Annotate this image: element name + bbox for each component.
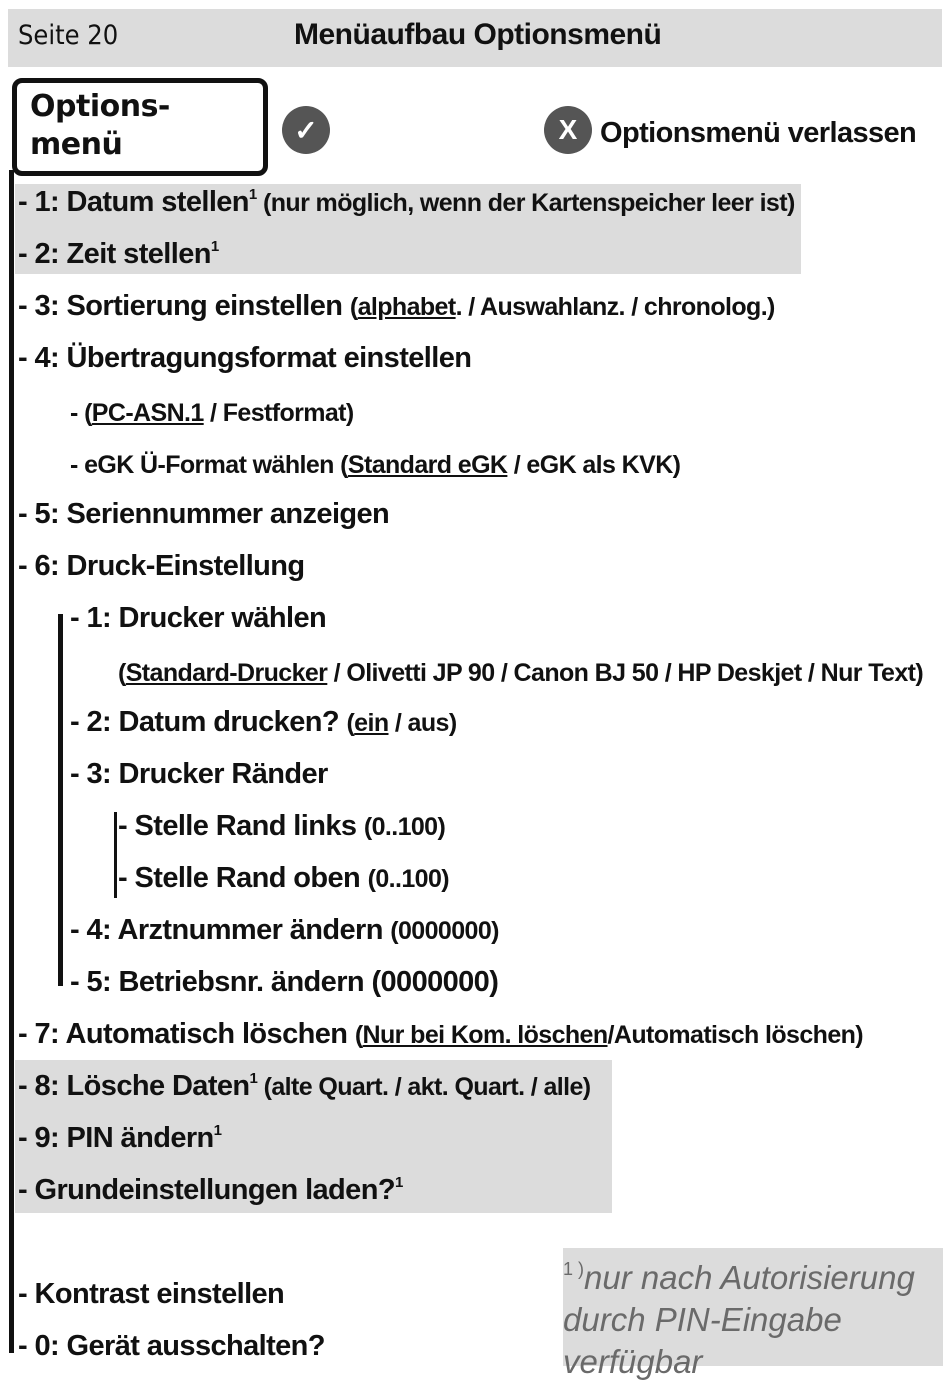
exit-label: Optionsmenü verlassen	[600, 117, 917, 149]
menu-subitem-arztnummer: - 4: Arztnummer ändern (0000000)	[70, 914, 499, 946]
exit-x-icon: X	[544, 106, 592, 154]
menu-subitem-egk-format: - eGK Ü-Format wählen (Standard eGK / eGK als KVK)	[70, 451, 681, 479]
print-subtree-line	[58, 614, 63, 986]
menu-item-datum-stellen: - 1: Datum stellen$^1$ (nur möglich, wenn der Kartenspeicher leer ist)	[18, 186, 795, 218]
menu-subitem-drucker-optionen: (Standard-Drucker / Olivetti JP 90 / Canon BJ 50 / HP Deskjet / Nur Text)	[118, 659, 924, 687]
menu-subitem-betriebsnr: - 5: Betriebsnr. ändern (0000000)	[70, 966, 499, 998]
options-menu-label-line1: Options-	[30, 89, 170, 124]
menu-item-zeit-stellen: - 2: Zeit stellen$^1$	[18, 238, 219, 270]
footnote-line3: verfügbar	[563, 1343, 703, 1380]
margin-subtree-line	[114, 812, 117, 898]
menu-subitem-drucker-waehlen: - 1: Drucker wählen	[70, 602, 327, 634]
menu-item-seriennummer: - 5: Seriennummer anzeigen	[18, 498, 390, 530]
menu-item-automatisch-loeschen: - 7: Automatisch löschen (Nur bei Kom. löschen/Automatisch löschen)	[18, 1018, 864, 1050]
menu-item-geraet-ausschalten: - 0: Gerät ausschalten?	[18, 1330, 325, 1362]
main-tree-line	[9, 170, 14, 1353]
menu-subitem-pc-asn: - (PC-ASN.1 / Festformat)	[70, 399, 354, 427]
page-number: Seite 20	[18, 20, 119, 51]
menu-item-kontrast: - Kontrast einstellen	[18, 1278, 285, 1310]
menu-item-druck-einstellung: - 6: Druck-Einstellung	[18, 550, 305, 582]
page-title: Menüaufbau Optionsmenü	[294, 18, 662, 51]
footnote-line2: durch PIN-Eingabe	[563, 1301, 842, 1338]
menu-item-pin-aendern: - 9: PIN ändern$^1$	[18, 1122, 222, 1154]
menu-subitem-drucker-raender: - 3: Drucker Ränder	[70, 758, 328, 790]
footnote-line1: $^{1 )}$nur nach Autorisierung	[563, 1259, 915, 1296]
menu-item-sortierung: - 3: Sortierung einstellen (alphabet. / Auswahlanz. / chronolog.)	[18, 290, 775, 322]
footnote-box	[563, 1248, 943, 1380]
menu-subitem-rand-links: - Stelle Rand links (0..100)	[118, 810, 446, 842]
options-menu-label	[30, 88, 170, 164]
menu-subitem-rand-oben: - Stelle Rand oben (0..100)	[118, 862, 449, 894]
options-menu-label-line2: menü	[30, 127, 123, 162]
menu-item-loesche-daten: - 8: Lösche Daten$^1$ (alte Quart. / akt. Quart. / alle)	[18, 1070, 591, 1102]
menu-subitem-datum-drucken: - 2: Datum drucken? (ein / aus)	[70, 706, 457, 738]
menu-item-uebertragungsformat: - 4: Übertragungsformat einstellen	[18, 342, 472, 374]
menu-item-grundeinstellungen: - Grundeinstellungen laden?$^1$	[18, 1174, 403, 1206]
confirm-check-icon: ✓	[282, 106, 330, 154]
